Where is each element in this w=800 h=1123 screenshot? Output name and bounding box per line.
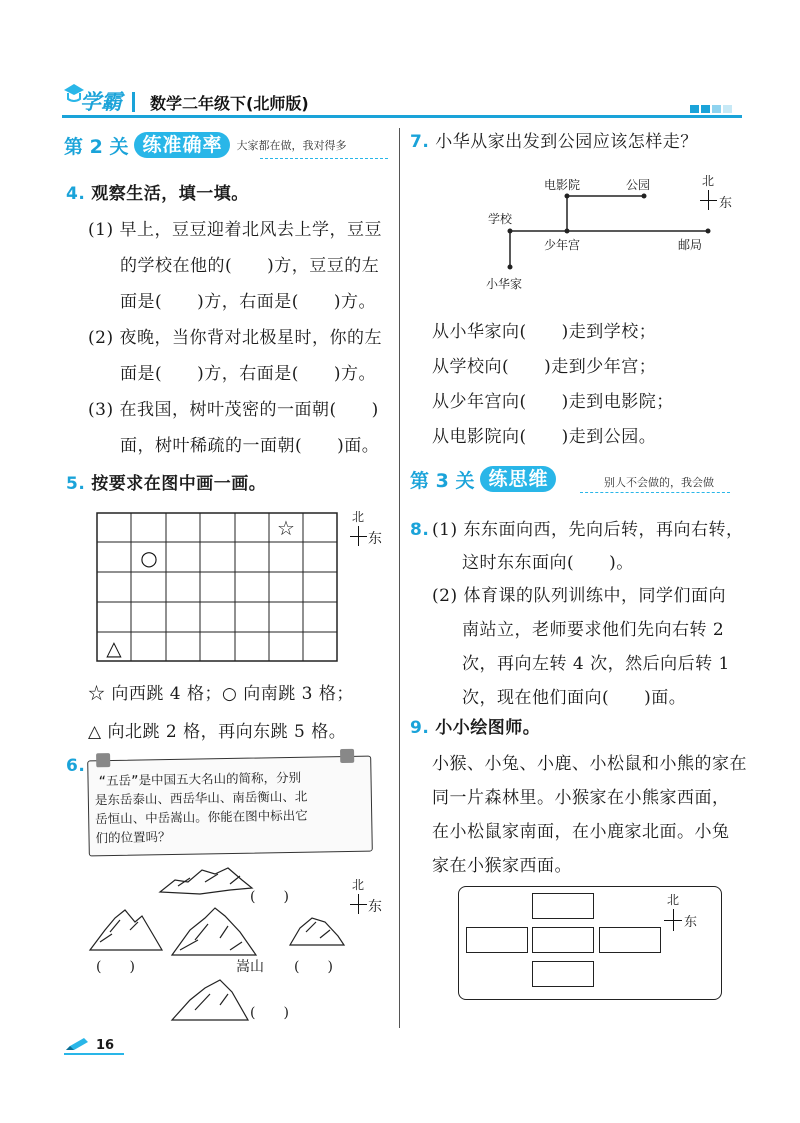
q8-line: (1) 东东面向西，先向后转，再向右转， [432, 520, 744, 540]
q9-compass-east: 东 [684, 915, 698, 930]
house-box-east[interactable] [599, 927, 661, 953]
compass-east-label: 东 [368, 531, 382, 547]
q6-compass [348, 876, 388, 916]
q5-title [66, 466, 266, 503]
map-cinema: 电影院 [544, 178, 581, 192]
map-park: 公园 [626, 178, 651, 192]
map-post-office: 邮局 [678, 238, 703, 252]
q5-instruction-2: △ 向北跳 2 格，再向东跳 5 格。 [88, 722, 347, 742]
q9-line: 小猴、小兔、小鹿、小松鼠和小熊的家在 [432, 754, 747, 774]
q4-line: (2) 夜晚，当你背对北极星时，你的左 [88, 328, 382, 348]
q7-line: 从电影院向( )走到公园。 [432, 427, 657, 447]
footer-rule [64, 1053, 124, 1055]
compass-east-label: 东 [368, 899, 382, 915]
q4-line: (1) 早上，豆豆迎着北风去上学，豆豆 [88, 220, 382, 240]
q7-line: 从少年宫向( )走到电影院； [432, 392, 674, 412]
circle-marker: ○ [140, 546, 158, 570]
logo-divider [132, 92, 135, 112]
q6-note-card [87, 756, 373, 857]
section2-tag: 大家都在做，我对得多 [236, 139, 347, 152]
q6-note-line: 们的位置吗？ [95, 829, 171, 846]
pencil-icon [64, 1036, 90, 1052]
map-youth-palace: 少年宫 [544, 238, 581, 252]
q4-line: 面，树叶稀疏的一面朝( )面。 [120, 436, 380, 456]
q8-line: (2) 体育课的队列训练中，同学们面向 [432, 586, 726, 606]
q9-number: 9. [410, 718, 430, 738]
book-title: 数学二年级下(北师版) [150, 94, 309, 113]
q4-line: (3) 在我国，树叶茂密的一面朝( ) [88, 400, 379, 420]
mountain-right [290, 918, 344, 945]
house-box-south[interactable] [532, 961, 594, 987]
q7-line: 从小华家向( )走到学校； [432, 322, 657, 342]
mountains-illustration [80, 860, 380, 1030]
house-box-north[interactable] [532, 893, 594, 919]
q6-blank-top[interactable]: ( ) [250, 889, 289, 905]
q4-line: 的学校在他的( )方，豆豆的左 [120, 256, 380, 276]
q6-blank-left[interactable]: ( ) [96, 959, 135, 975]
compass-horizontal [350, 904, 367, 905]
q6-note-line: “五岳”是中国五大名山的简称，分别 [98, 769, 302, 789]
q9-title [410, 710, 540, 747]
column-divider [399, 128, 400, 1028]
map-compass-north: 北 [702, 174, 715, 188]
q5-title-text: 按要求在图中画一画。 [91, 474, 267, 494]
map-compass-east: 东 [719, 196, 733, 211]
map-school: 学校 [488, 212, 513, 226]
map-compass-horizontal [700, 200, 717, 201]
q9-compass-horizontal [664, 920, 682, 921]
mountain-left [90, 910, 162, 950]
q8-line: 南站立，老师要求他们先向右转 2 [462, 620, 725, 640]
compass-north-label: 北 [352, 878, 365, 892]
q6-center-label: 嵩山 [236, 959, 264, 975]
logo-text: 学霸 [80, 90, 122, 114]
q9-diagram-frame [458, 886, 722, 1000]
page-number: 16 [96, 1038, 115, 1053]
q8-line: 次，再向左转 4 次，然后向后转 1 [462, 654, 730, 674]
star-marker: ☆ [277, 516, 295, 540]
note-clip-left [96, 753, 110, 767]
section3-level: 第 3 关 [410, 469, 475, 492]
compass-horizontal [350, 536, 367, 537]
section3-name: 练思维 [480, 466, 556, 492]
mountain-bottom [172, 980, 248, 1020]
q9-compass-north: 北 [667, 893, 680, 907]
map-home: 小华家 [486, 277, 523, 291]
q9-line: 同一片森林里。小猴家在小熊家西面， [432, 788, 730, 808]
q6-note-line: 是东岳泰山、西岳华山、南岳衡山、北 [94, 788, 308, 808]
q6-number: 6. [66, 756, 86, 776]
header-rule [62, 115, 742, 118]
q4-title [66, 176, 249, 213]
q7-number: 7. [410, 132, 430, 152]
q7-title-text: 小华从家出发到公园应该怎样走？ [435, 132, 698, 152]
q4-line: 面是( )方，右面是( )方。 [120, 292, 377, 312]
q5-compass [348, 508, 388, 548]
house-box-center[interactable] [532, 927, 594, 953]
header-deco-blocks [690, 98, 732, 117]
note-clip-right [340, 749, 354, 763]
section2-banner [64, 130, 346, 160]
section2-level: 第 2 关 [64, 135, 129, 158]
q5-grid[interactable] [96, 512, 340, 664]
q4-line: 面是( )方，右面是( )方。 [120, 364, 377, 384]
section3-banner [410, 464, 556, 494]
q9-line: 家在小猴家西面。 [432, 856, 572, 876]
q7-map [478, 170, 748, 300]
section3-tag: 别人不会做的，我会做 [604, 476, 714, 489]
section2-dash [260, 158, 388, 159]
q9-title-text: 小小绘图师。 [435, 718, 541, 738]
compass-north-label: 北 [352, 510, 365, 524]
q8-line: 次，现在他们面向( )面。 [462, 688, 687, 708]
header [62, 80, 742, 120]
q4-number: 4. [66, 184, 86, 204]
q6-blank-right[interactable]: ( ) [294, 959, 333, 975]
q7-line: 从学校向( )走到少年宫； [432, 357, 657, 377]
section3-dash [580, 492, 730, 493]
house-box-west[interactable] [466, 927, 528, 953]
q7-title [410, 124, 698, 161]
q9-line: 在小松鼠家南面，在小鹿家北面。小兔 [432, 822, 730, 842]
q8-number: 8. [410, 520, 430, 540]
triangle-marker: △ [106, 636, 122, 660]
q6-blank-bottom[interactable]: ( ) [250, 1005, 289, 1021]
q6-note-line: 岳恒山、中岳嵩山。你能在图中标出它 [95, 807, 308, 827]
q5-number: 5. [66, 474, 86, 494]
section2-name: 练准确率 [134, 132, 230, 158]
q8-line: 这时东东面向( )。 [462, 553, 634, 573]
q5-instruction-1: ☆ 向西跳 4 格；○ 向南跳 3 格； [88, 684, 354, 704]
q4-title-text: 观察生活，填一填。 [91, 184, 249, 204]
